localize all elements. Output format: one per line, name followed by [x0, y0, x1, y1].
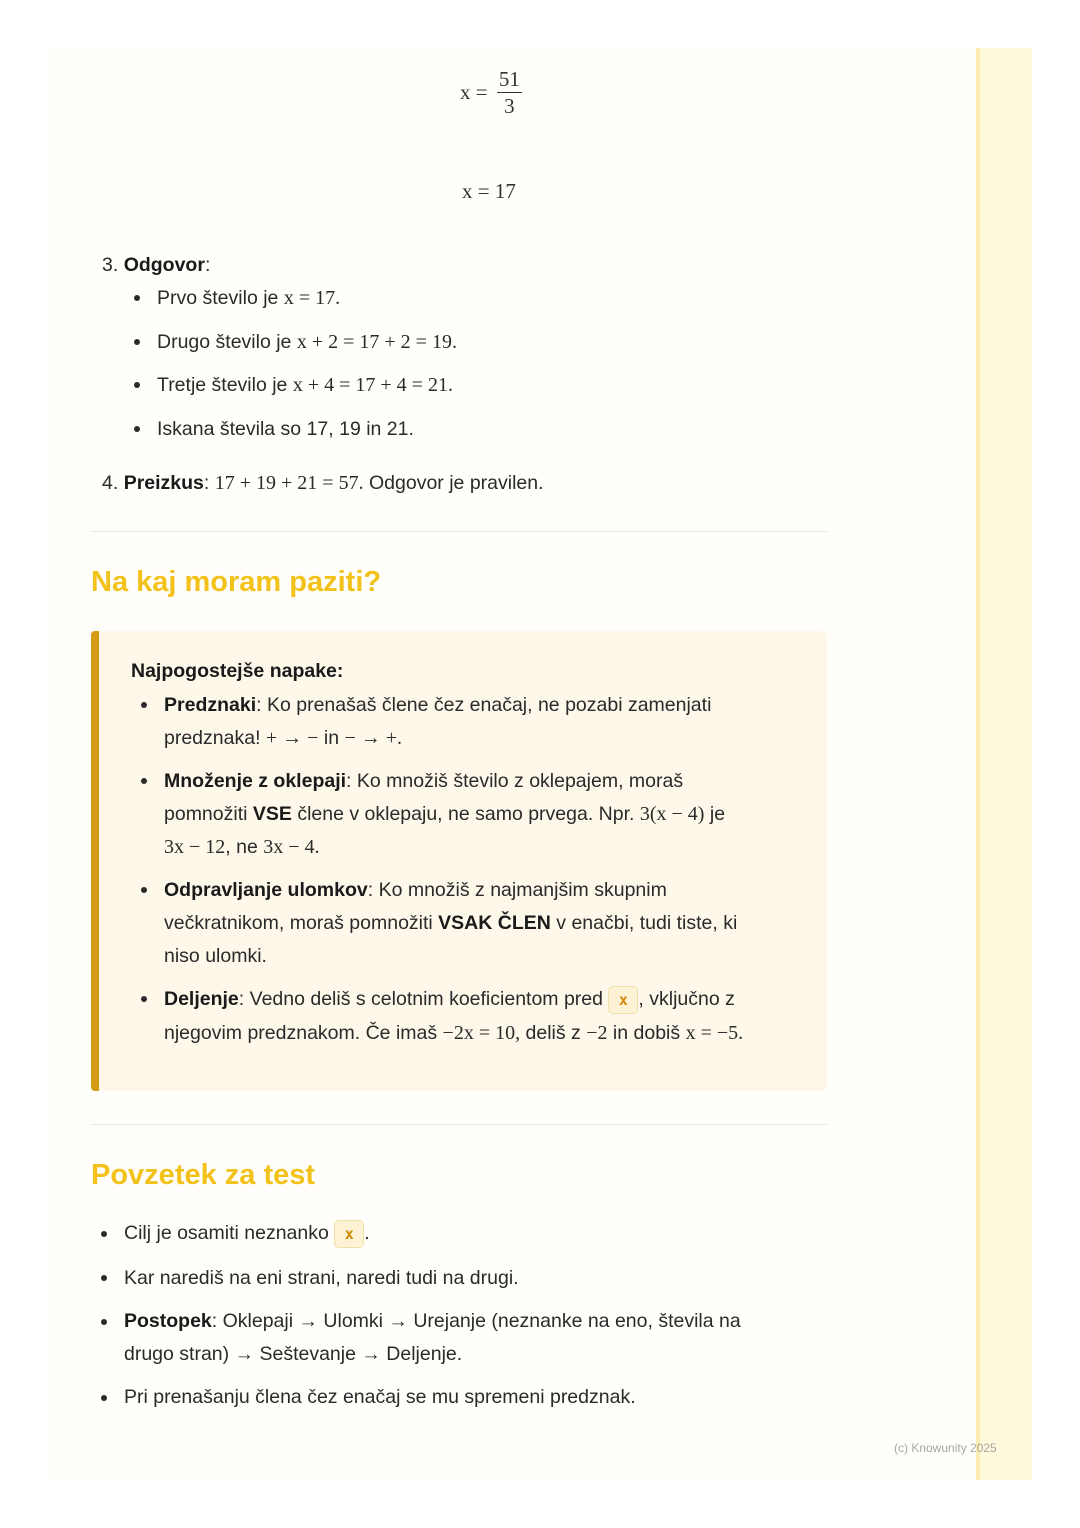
item-math: −2 [586, 1022, 608, 1044]
item-math: x + 4 = 17 + 4 = 21. [292, 374, 453, 396]
odgovor-title: Odgovor [123, 254, 205, 276]
bullet [101, 1275, 107, 1281]
variable-x-chip: x [608, 986, 638, 1014]
callout-item [164, 983, 735, 1016]
copyright: (c) Knowunity 2025 [894, 1441, 997, 1455]
item-math: 3(x − 4) [639, 803, 705, 825]
bullet [134, 295, 140, 301]
item-text: deliš z [520, 1022, 587, 1044]
summary-item-cont [124, 1338, 462, 1371]
summary-item [124, 1381, 636, 1414]
item-text: njegovim predznakom. Če imaš [164, 1022, 443, 1044]
item-text: pomnožiti [164, 803, 253, 825]
preizkus-line: 4. Preizkus: 17 + 19 + 21 = 57. Odgovor je pravilen. [102, 472, 544, 494]
item-math: − → +. [344, 727, 403, 749]
summary-item [124, 1262, 519, 1295]
callout-item [164, 874, 667, 907]
item-text: , ne [225, 836, 264, 858]
item-text: večkratnikom, moraš pomnožiti [164, 912, 439, 934]
item-text: Pri prenašanju člena čez enačaj se mu spremeni predznak. [124, 1386, 636, 1408]
bullet [141, 702, 147, 708]
bullet [101, 1395, 107, 1401]
summary-item [124, 1217, 370, 1250]
preizkus-text: Odgovor je pravilen. [363, 472, 544, 494]
item-bold: VSAK ČLEN [438, 912, 551, 934]
item-text: Drugo število je [157, 331, 297, 353]
list-item [157, 413, 414, 446]
bullet [141, 778, 147, 784]
item-text: : Ko množiš z najmanjšim skupnim [367, 879, 667, 901]
item-math: x + 2 = 17 + 2 = 19. [296, 331, 457, 353]
section-heading: Na kaj moram paziti? [91, 566, 382, 598]
divider [91, 1124, 827, 1125]
margin-line [976, 48, 980, 1480]
item-text: Tretje število je [157, 374, 293, 396]
bullet [134, 382, 140, 388]
list-item [157, 326, 457, 359]
callout-item [164, 765, 683, 798]
preizkus-math: 17 + 19 + 21 = 57. [214, 472, 364, 494]
item-text: je [704, 803, 726, 825]
item-text: v enačbi, tudi tiste, ki [550, 912, 738, 934]
callout-accent-bar [91, 631, 99, 1091]
item-text: Cilj je osamiti neznanko [124, 1222, 335, 1244]
item-text: , vključno z [638, 988, 735, 1010]
item-text: Prvo število je [157, 287, 284, 309]
fraction-denominator: 3 [504, 94, 515, 118]
item-math: 3x − 12 [164, 836, 226, 858]
item-math: x = −5. [685, 1022, 744, 1044]
bullet [134, 339, 140, 345]
callout-item [164, 689, 711, 722]
item-text: člene v oklepaju, ne samo prvega. Npr. [291, 803, 640, 825]
margin-strip [976, 48, 1032, 1480]
variable-x-chip: x [334, 1220, 364, 1248]
item-text: in dobiš [607, 1022, 686, 1044]
item-text: : Ko prenašaš člene čez enačaj, ne pozabi zamenjati [256, 694, 712, 716]
callout-item-cont [164, 831, 320, 864]
item-text: in [318, 727, 345, 749]
bullet [141, 887, 147, 893]
item-bold: Množenje z oklepaji [164, 770, 347, 792]
item-bold: Odpravljanje ulomkov [164, 879, 368, 901]
summary-item [124, 1305, 741, 1338]
item-text: . [364, 1222, 370, 1244]
list-number: 3. [102, 254, 119, 276]
equation-result: x = 17 [462, 179, 516, 203]
fraction [497, 66, 522, 119]
callout-title [131, 655, 343, 688]
item-text: : Ko množiš število z oklepajem, moraš [346, 770, 684, 792]
preizkus-title: Preizkus [123, 472, 204, 494]
item-text: predznaka! [164, 727, 266, 749]
fraction-numerator: 51 [498, 67, 520, 91]
callout-title-text: Najpogostejše napake: [131, 660, 344, 682]
item-math: −2x = 10, [442, 1022, 521, 1044]
item-bold: Postopek [124, 1310, 212, 1332]
item-text: niso ulomki. [164, 945, 267, 967]
bullet [134, 426, 140, 432]
bullet [101, 1231, 107, 1237]
equation-lhs: x = [460, 80, 488, 104]
item-math: 3x − 4. [263, 836, 320, 858]
item-bold: Deljenje [164, 988, 239, 1010]
callout-item-cont [164, 798, 725, 831]
list-item [157, 282, 340, 315]
divider [91, 531, 827, 532]
callout-item-cont [164, 940, 267, 973]
item-math: + → − [265, 727, 319, 749]
callout-item-cont [164, 1017, 743, 1050]
bullet [101, 1319, 107, 1325]
section-heading: Povzetek za test [91, 1159, 316, 1191]
item-math: x = 17. [283, 287, 341, 309]
item-bold: Predznaki [164, 694, 257, 716]
list-item [157, 369, 453, 402]
bullet [141, 996, 147, 1002]
equation-fraction [460, 66, 522, 119]
item-text: drugo stran) → Seštevanje → Deljenje. [124, 1343, 463, 1365]
item-text: : Oklepaji → Ulomki → Urejanje (neznanke na eno, števila na [211, 1310, 741, 1332]
odgovor-heading: 3. Odgovor: [102, 254, 211, 276]
item-bold: VSE [252, 803, 292, 825]
callout-item-cont [164, 722, 402, 755]
callout-item-cont [164, 907, 737, 940]
list-number: 4. [102, 472, 119, 494]
item-text: : Vedno deliš s celotnim koeficientom pred [238, 988, 609, 1010]
item-text: Iskana števila so 17, 19 in 21. [157, 418, 414, 440]
item-text: Kar narediš na eni strani, naredi tudi na drugi. [124, 1267, 519, 1289]
